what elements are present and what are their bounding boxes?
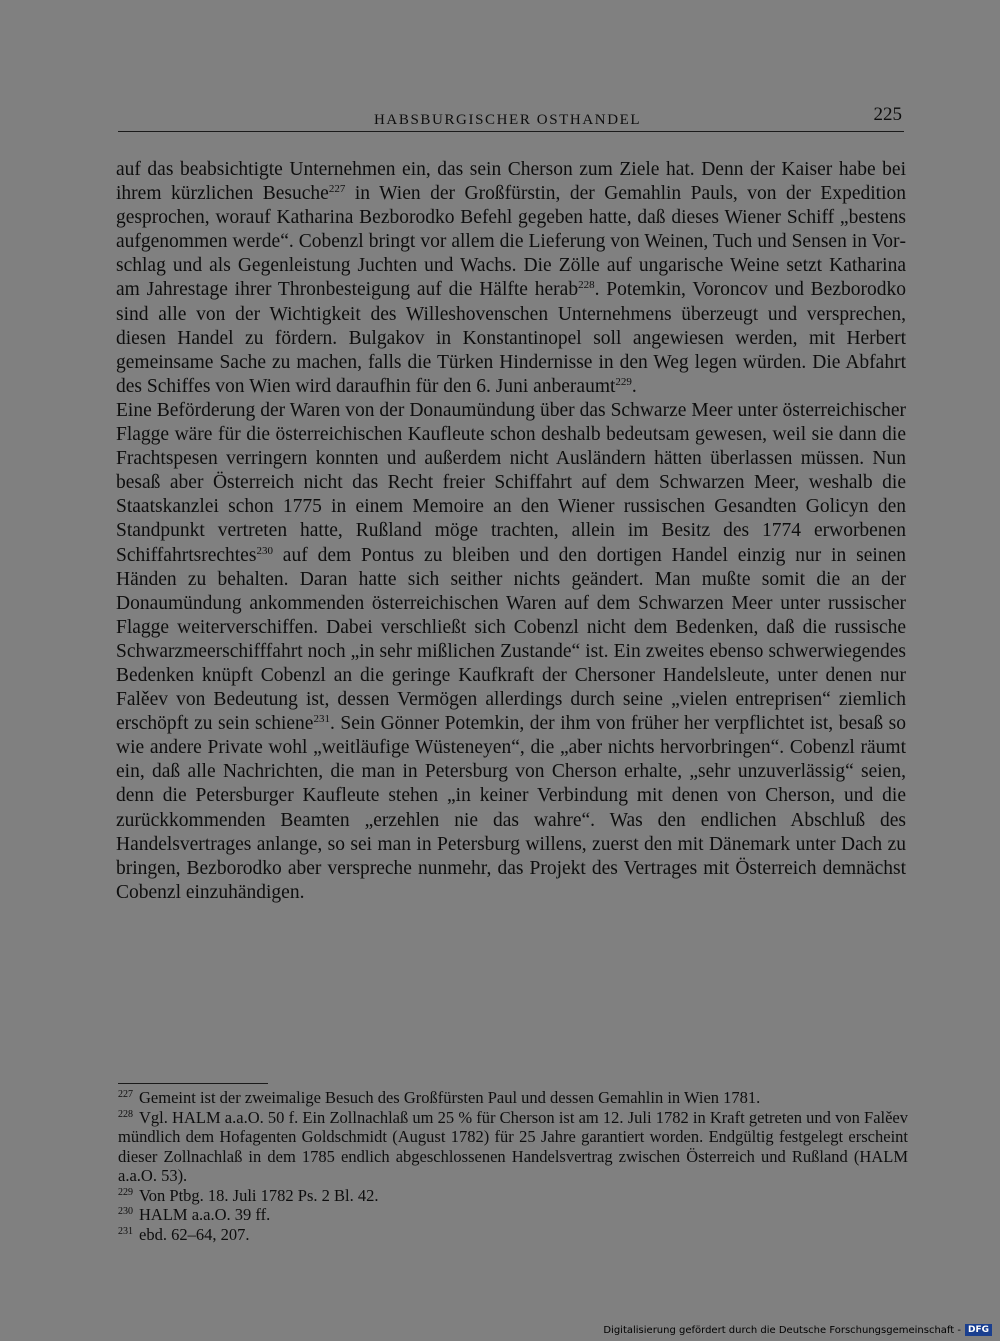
footnote-ref: 229 [615, 375, 632, 388]
footnote-ref: 231 [313, 713, 330, 726]
footnote-number: 230 [118, 1206, 133, 1217]
page-header [118, 100, 904, 130]
footnote-text: ebd. 62–64, 207. [139, 1224, 250, 1244]
dfg-logo-icon: DFG [965, 1324, 992, 1336]
text-run: Eine Beförderung der Waren von der Donaumündung über das Schwarze Meer unter österreichischer Flagge wäre für die österreichischen Kaufleute schon deshalb bedeutsam gewesen, weil sie dann die Frachtspesen verringern konnten und außerdem nicht Ausländern hätten überlassen müssen. Nun besaß aber Österreich nicht das Recht freier Schiffahrt auf dem Schwarzen Meer, weshalb die Staatskanzlei schon 1775 in einem Memoire an den Wiener russischen Gesandten Golicyn den Standpunkt vertreten hatte, Rußland möge trachten, allein im Besitz des 1774 erworbenen Schiffahrtsrechtes [116, 399, 906, 566]
text-run: . Sein Gönner Potemkin, der ihm von früher her verpflichtet ist, besaß so wie andere Private wohl „weitläufige Wüsteneyen“, die „aber nichts hervorbringen“. Cobenzl räumt ein, daß alle Nachrichten, die man in Petersburg von Cherson erhalte, „sehr unzuverlässig“ seien, denn die Petersburger Kaufleute stehen „in keiner Verbindung mit denen von Cherson, und die zurückkommenden Beamten „erzehlen nie das wahre“. Was den endlichen Abschluß des Handelsvertrages anlange, so sei man in Petersburg willens, zuerst den mit Dänemark unter Dach zu bringen, Bezborodko aber verspreche nunmehr, das Projekt des Vertrages mit Österreich demnächst Cobenzl einzuhändigen. [116, 713, 906, 903]
footnote-text: Gemeint ist der zweimalige Besuch des Großfürsten Paul und dessen Gemahlin in Wien 1781. [139, 1088, 761, 1107]
footnote-number: 228 [118, 1108, 133, 1120]
text-run: . Potemkin, Voroncov und Bezborodko sind alle von der Wichtigkeit des Willeshovenschen Unternehmens überzeugt und versprechen, diesen Handel zu fördern. Bulgakov in Konstantinopel soll angewiesen werden, mit Herbert gemeinsame Sache zu machen, falls die Türken Hindernisse in den Weg legen würden. Die Abfahrt des Schiffes von Wien wird daraufhin für den 6. Juni anberaumt [116, 279, 906, 397]
footnote-229 [118, 1186, 908, 1206]
footnote-number: 227 [118, 1089, 133, 1100]
digitization-credit [603, 1324, 992, 1336]
footnote-ref: 230 [256, 544, 273, 557]
footnotes [118, 1088, 908, 1244]
footnote-227 [118, 1088, 908, 1108]
footnote-230 [118, 1205, 908, 1225]
footnote-228 [118, 1108, 908, 1186]
footnote-ref: 227 [328, 183, 346, 196]
footnote-text: HALM a.a.O. 39 ff. [139, 1205, 271, 1224]
paragraph-2 [116, 399, 906, 905]
text-run: . [631, 375, 637, 397]
text-run: auf das beabsichtigte Unternehmen ein, das sein Cherson zum Ziele hat. Denn der Kaiser habe bei ihrem kürzlichen Besuche [116, 159, 906, 205]
header-rule [118, 131, 904, 132]
footnote-rule [118, 1083, 268, 1084]
paragraph-1 [116, 158, 906, 399]
footnote-231 [118, 1225, 908, 1245]
running-head: HABSBURGISCHER OSTHANDEL [374, 112, 642, 128]
page-number: 225 [873, 104, 902, 125]
credit-text: Digitalisierung gefördert durch die Deutsche Forschungsgemeinschaft - [603, 1324, 961, 1336]
footnote-ref: 228 [578, 279, 595, 292]
footnote-number: 231 [118, 1225, 133, 1237]
footnote-number: 229 [118, 1186, 133, 1198]
footnote-text: Vgl. HALM a.a.O. 50 f. Ein Zollnachlaß um 25 % für Cherson ist am 12. Juli 1782 in Kraft getreten und von Falěev mündlich dem Hofagenten Goldschmidt (August 1782) für 25 Jahre garantiert worden. Endgültig festgelegt erscheint dieser Zollnachlaß in dem 1785 endlich abgeschlossenen Handelsvertrag zwischen Österreich und Rußland (HALM a.a.O. 53). [118, 1107, 908, 1185]
text-run: auf dem Pontus zu bleiben und den dortigen Handel einzig nur in seinen Händen zu behalten. Daran hatte sich seither nichts geändert. Man mußte somit die an der Donaumündung ankommenden österreichischen Waren auf dem Schwarzen Meer unter russischer Flagge weiterverschiffen. Dabei verschließt sich Cobenzl nicht dem Bedenken, daß die russische Schwarzmeerschifffahrt noch „in sehr mißlichen Zustande“ ist. Ein zweites ebenso schwerwiegendes Bedenken knüpft Cobenzl an die geringe Kaufkraft der Chersoner Handelsleute, unter denen nur Falěev von Bedeutung ist, dessen Vermögen allerdings durch seine „vielen entreprisen“ ziemlich erschöpft zu sein schiene [116, 544, 906, 735]
text-run: in Wien der Großfürstin, der Gemahlin Pauls, von der Expedition gesprochen, worauf Katharina Bezborodko Befehl gegeben hatte, daß dieses Wiener Schiff „bestens aufgenommen werde“. Cobenzl bringt vor allem die Lieferung von Weinen, Tuch und Sensen in Vorschlag und als Gegenleistung Juchten und Wachs. Die Zölle auf ungarische Weine setzt Katharina am Jahrestage ihrer Thronbesteigung auf die Hälfte herab [116, 183, 906, 301]
footnote-text: Von Ptbg. 18. Juli 1782 Ps. 2 Bl. 42. [139, 1185, 379, 1205]
body-text [116, 158, 906, 905]
